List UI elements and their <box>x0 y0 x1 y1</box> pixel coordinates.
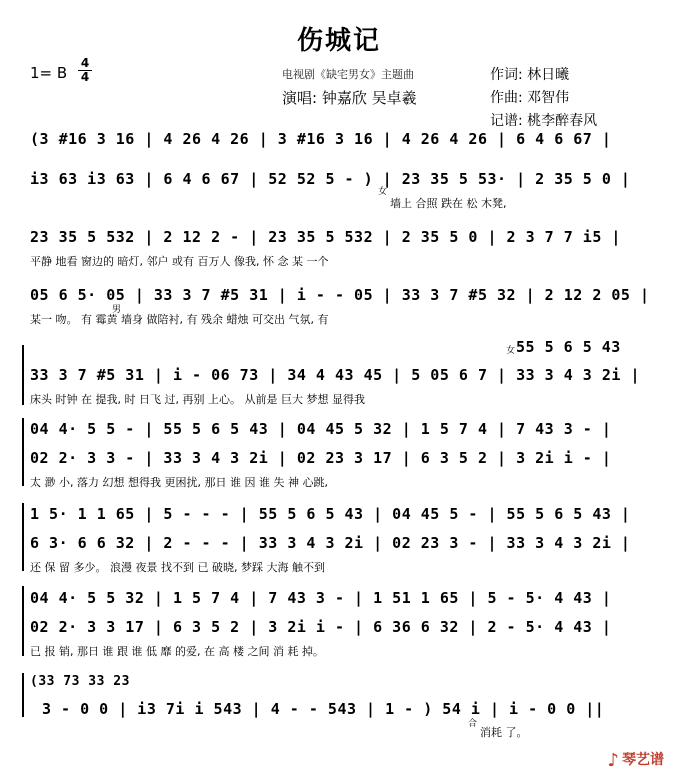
score-line-9-upper: (33 73 33 23 <box>30 674 130 689</box>
score-line-6-upper: 04 4· 5 5 - | 55 5 6 5 43 | 04 45 5 32 | 1 5 7 4 | 7 43 3 - | <box>30 420 612 438</box>
lyrics-line-2: 墙上 合照 跌在 松 木凳, <box>390 197 507 210</box>
lyrics-line-3: 平静 地看 窗边的 暗灯, 邻户 或有 百万人 像我, 怀 念 某 一个 <box>30 255 329 268</box>
female-part-marker-2: 女 <box>506 346 516 356</box>
system-bracket-3 <box>22 503 24 571</box>
score-line-4: 05 6 5· 05 | 33 3 7 #5 31 | i - - 05 | 33 3 7 #5 32 | 2 12 2 05 | <box>30 286 650 304</box>
subtitle: 电视剧《缺宅男女》主题曲 <box>282 68 414 81</box>
score-line-1: (3 #16 3 16 | 4 26 4 26 | 3 #16 3 16 | 4 26 4 26 | 6 4 6 67 | <box>30 130 612 148</box>
score-line-8-upper: 04 4· 5 5 32 | 1 5 7 4 | 7 43 3 - | 1 51 1 65 | 5 - 5· 4 43 | <box>30 589 612 607</box>
score-line-6-lower: 02 2· 3 3 - | 33 3 4 3 2i | 02 23 3 17 | 6 3 5 2 | 3 2i i - | <box>30 449 612 467</box>
singers-credit: 演唱: 钟嘉欣 吴卓羲 <box>282 89 417 107</box>
score-line-7-upper: 1 5· 1 1 65 | 5 - - - | 55 5 6 5 43 | 04 45 5 - | 55 5 6 5 43 | <box>30 505 631 523</box>
lyrics-line-9: 消耗 了。 <box>480 726 528 739</box>
pickup-upper-voice: 55 5 6 5 43 <box>516 338 621 356</box>
score-line-7-lower: 6 3· 6 6 32 | 2 - - - | 33 3 4 3 2i | 02 23 3 - | 33 3 4 3 2i | <box>30 534 631 552</box>
lyrics-line-6: 太 渺 小, 落力 幻想 想得我 更困扰, 那日 谁 因 谁 失 神 心跳, <box>30 476 328 489</box>
female-part-marker: 女 <box>378 187 388 197</box>
male-part-marker: 男 <box>112 305 122 315</box>
time-signature <box>78 57 92 84</box>
system-bracket-5 <box>22 673 24 717</box>
score-line-9: 3 - 0 0 | i3 7i i 543 | 4 - - 543 | 1 - ) 54 i | i - 0 0 || <box>42 700 605 718</box>
system-bracket-4 <box>22 586 24 656</box>
lyrics-line-5: 床头 时钟 在 提我, 时 日飞 过, 再别 上心。 从前是 巨大 梦想 显得我 <box>30 393 365 406</box>
transcriber-credit: 记谱: 桃李醉春风 <box>490 113 598 129</box>
song-title: 伤城记 <box>296 26 381 56</box>
system-bracket-1 <box>22 345 24 405</box>
lyricist-credit: 作词: 林日曦 <box>490 67 570 83</box>
score-line-2: i3 63 i3 63 | 6 4 6 67 | 52 52 5 - ) | 23 35 5 53· | 2 35 5 0 | <box>30 170 631 188</box>
meter-top: 4 <box>78 57 92 71</box>
lyrics-line-4: 某一 吻。 有 霉黄 墙身 做陪衬, 有 残余 蜡烛 可交出 气氛, 有 <box>30 313 329 326</box>
system-bracket-2 <box>22 418 24 486</box>
score-line-8-lower: 02 2· 3 3 17 | 6 3 5 2 | 3 2i i - | 6 36 6 32 | 2 - 5· 4 43 | <box>30 618 612 636</box>
music-note-icon: ♪ <box>607 750 619 771</box>
meter-bottom: 4 <box>80 70 90 84</box>
key-signature: 1= B <box>30 64 68 82</box>
composer-credit: 作曲: 邓智伟 <box>490 90 570 106</box>
score-line-5: 33 3 7 #5 31 | i - 06 73 | 34 4 43 45 | 5 05 6 7 | 33 3 4 3 2i | <box>30 366 640 384</box>
chorus-marker: 合 <box>468 719 478 729</box>
lyrics-line-8: 已 报 销, 那日 谁 跟 谁 低 靡 的爱, 在 高 楼 之间 消 耗 掉。 <box>30 645 324 658</box>
lyrics-line-7: 还 保 留 多少。 浪漫 夜景 找不到 已 破晓, 梦踩 大海 触不到 <box>30 561 325 574</box>
site-logo: ♪ 琴艺谱 <box>607 750 664 771</box>
score-line-3: 23 35 5 532 | 2 12 2 - | 23 35 5 532 | 2 35 5 0 | 2 3 7 7 i5 | <box>30 228 621 246</box>
